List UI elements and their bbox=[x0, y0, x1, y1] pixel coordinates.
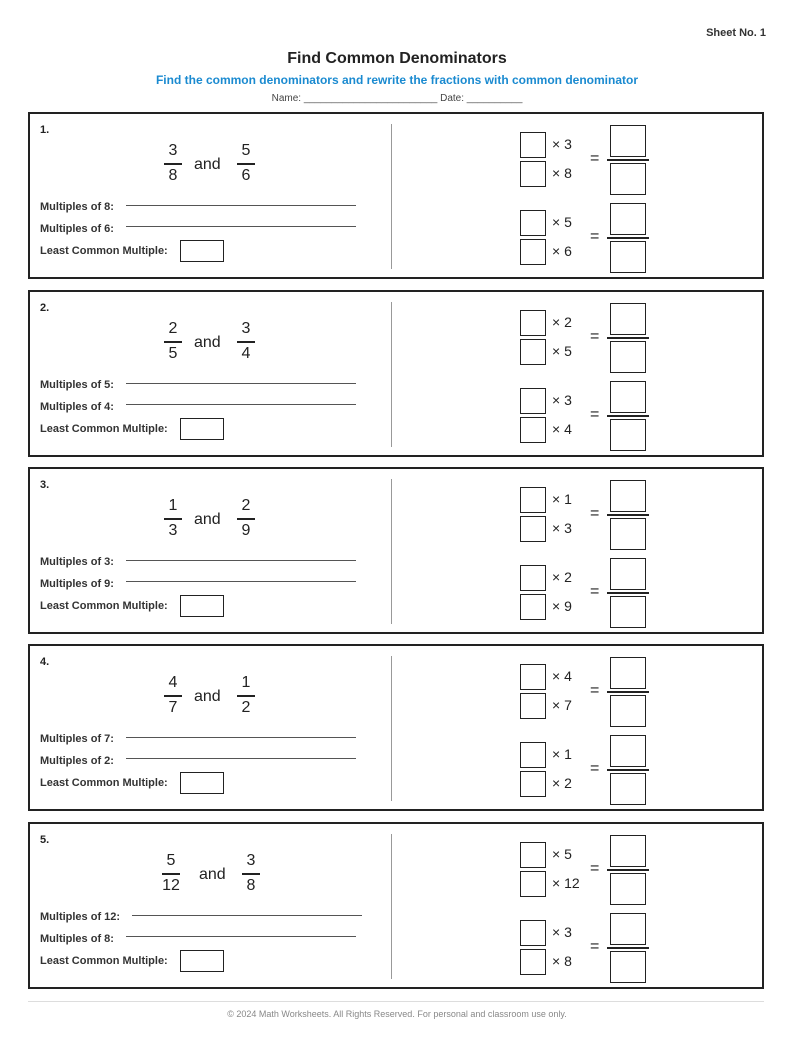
fraction-numerator: 5 bbox=[241, 142, 251, 159]
denominator-box[interactable] bbox=[520, 417, 546, 443]
and-word: and bbox=[199, 866, 226, 883]
result-denominator-box[interactable] bbox=[610, 773, 646, 805]
fraction-denominator: 5 bbox=[168, 344, 178, 362]
sheet-number: Sheet No. 1 bbox=[706, 27, 766, 39]
result-fraction-bar bbox=[607, 869, 649, 871]
name-date-line: Name: ________________________ Date: __________ bbox=[271, 93, 523, 104]
fraction-denominator: 8 bbox=[168, 166, 178, 184]
result-numerator-box[interactable] bbox=[610, 913, 646, 945]
multiplier-top: × 3 bbox=[552, 924, 572, 940]
multiples-label-1: Multiples of 5: bbox=[40, 379, 114, 391]
fraction-bar bbox=[237, 518, 255, 520]
multiples-answer-line-1[interactable] bbox=[126, 737, 356, 738]
multiples-label-2: Multiples of 2: bbox=[40, 755, 114, 767]
multiples-answer-line-2[interactable] bbox=[126, 226, 356, 227]
multiples-label-2: Multiples of 6: bbox=[40, 223, 114, 235]
equals-sign: = bbox=[590, 860, 600, 877]
fraction-denominator: 12 bbox=[162, 876, 180, 894]
denominator-box[interactable] bbox=[520, 693, 546, 719]
fraction-bar bbox=[237, 695, 255, 697]
and-word: and bbox=[194, 511, 221, 528]
equals-sign: = bbox=[590, 682, 600, 699]
fraction-numerator: 1 bbox=[168, 497, 178, 514]
lcm-label: Least Common Multiple: bbox=[40, 777, 168, 789]
result-numerator-box[interactable] bbox=[610, 125, 646, 157]
result-fraction-bar bbox=[607, 514, 649, 516]
problem-number: 2. bbox=[40, 302, 50, 314]
numerator-box[interactable] bbox=[520, 920, 546, 946]
fraction-bar bbox=[164, 518, 182, 520]
result-denominator-box[interactable] bbox=[610, 341, 646, 373]
denominator-box[interactable] bbox=[520, 516, 546, 542]
result-numerator-box[interactable] bbox=[610, 835, 646, 867]
multiples-answer-line-2[interactable] bbox=[126, 936, 356, 937]
problem-card bbox=[28, 112, 764, 279]
denominator-box[interactable] bbox=[520, 339, 546, 365]
and-word: and bbox=[194, 156, 221, 173]
lcm-label: Least Common Multiple: bbox=[40, 423, 168, 435]
problem-number: 3. bbox=[40, 479, 50, 491]
column-divider bbox=[391, 834, 392, 979]
fraction-bar bbox=[164, 695, 182, 697]
multiplier-top: × 1 bbox=[552, 491, 572, 507]
fraction bbox=[160, 674, 186, 717]
multiples-answer-line-2[interactable] bbox=[126, 404, 356, 405]
problem-number: 5. bbox=[40, 834, 50, 846]
fraction-denominator: 9 bbox=[241, 521, 251, 539]
multiplier-top: × 4 bbox=[552, 668, 572, 684]
multiplier-bottom: × 12 bbox=[552, 875, 580, 891]
denominator-box[interactable] bbox=[520, 239, 546, 265]
equals-sign: = bbox=[590, 328, 600, 345]
result-denominator-box[interactable] bbox=[610, 163, 646, 195]
result-numerator-box[interactable] bbox=[610, 480, 646, 512]
result-numerator-box[interactable] bbox=[610, 203, 646, 235]
fraction-denominator: 4 bbox=[241, 344, 251, 362]
equals-sign: = bbox=[590, 760, 600, 777]
fraction bbox=[160, 142, 186, 185]
fraction bbox=[233, 142, 259, 185]
fraction-numerator: 4 bbox=[168, 674, 178, 691]
multiplier-bottom: × 8 bbox=[552, 165, 572, 181]
problem-card bbox=[28, 644, 764, 811]
fraction bbox=[238, 852, 264, 895]
result-numerator-box[interactable] bbox=[610, 558, 646, 590]
equals-sign: = bbox=[590, 938, 600, 955]
multiplier-bottom: × 9 bbox=[552, 598, 572, 614]
page-title: Find Common Denominators bbox=[287, 50, 507, 67]
result-numerator-box[interactable] bbox=[610, 303, 646, 335]
multiplier-top: × 2 bbox=[552, 569, 572, 585]
multiples-label-2: Multiples of 4: bbox=[40, 401, 114, 413]
column-divider bbox=[391, 124, 392, 269]
multiples-label-2: Multiples of 8: bbox=[40, 933, 114, 945]
fraction-bar bbox=[237, 341, 255, 343]
fraction-numerator: 5 bbox=[166, 852, 176, 869]
and-word: and bbox=[194, 688, 221, 705]
column-divider bbox=[391, 656, 392, 801]
lcm-answer-box[interactable] bbox=[180, 950, 224, 972]
numerator-box[interactable] bbox=[520, 842, 546, 868]
and-word: and bbox=[194, 334, 221, 351]
fraction-numerator: 2 bbox=[168, 320, 178, 337]
multiples-answer-line-2[interactable] bbox=[126, 758, 356, 759]
lcm-label: Least Common Multiple: bbox=[40, 955, 168, 967]
multiplier-bottom: × 7 bbox=[552, 697, 572, 713]
multiples-answer-line-1[interactable] bbox=[126, 560, 356, 561]
lcm-answer-box[interactable] bbox=[180, 772, 224, 794]
fraction-numerator: 1 bbox=[241, 674, 251, 691]
multiples-label-1: Multiples of 12: bbox=[40, 911, 121, 923]
result-numerator-box[interactable] bbox=[610, 381, 646, 413]
footer-copyright: © 2024 Math Worksheets. All Rights Reserved. For personal and classroom use only. bbox=[227, 1009, 567, 1019]
multiples-label-2: Multiples of 9: bbox=[40, 578, 114, 590]
fraction-denominator: 7 bbox=[168, 698, 178, 716]
instructions: Find the common denominators and rewrite the fractions with common denominator bbox=[155, 73, 639, 87]
lcm-answer-box[interactable] bbox=[180, 418, 224, 440]
fraction-bar bbox=[162, 873, 180, 875]
problem-card bbox=[28, 822, 764, 989]
multiples-label-1: Multiples of 3: bbox=[40, 556, 114, 568]
fraction bbox=[160, 497, 186, 540]
result-fraction-bar bbox=[607, 237, 649, 239]
numerator-box[interactable] bbox=[520, 664, 546, 690]
numerator-box[interactable] bbox=[520, 132, 546, 158]
denominator-box[interactable] bbox=[520, 161, 546, 187]
fraction-bar bbox=[242, 873, 260, 875]
lcm-label: Least Common Multiple: bbox=[40, 245, 168, 257]
problem-card bbox=[28, 467, 764, 634]
column-divider bbox=[391, 302, 392, 447]
result-numerator-box[interactable] bbox=[610, 657, 646, 689]
result-denominator-box[interactable] bbox=[610, 419, 646, 451]
equals-sign: = bbox=[590, 406, 600, 423]
multiplier-top: × 5 bbox=[552, 846, 572, 862]
denominator-box[interactable] bbox=[520, 594, 546, 620]
multiplier-top: × 2 bbox=[552, 314, 572, 330]
fraction bbox=[233, 320, 259, 363]
lcm-answer-box[interactable] bbox=[180, 595, 224, 617]
result-fraction-bar bbox=[607, 592, 649, 594]
multiplier-bottom: × 2 bbox=[552, 775, 572, 791]
multiples-answer-line-1[interactable] bbox=[126, 383, 356, 384]
result-denominator-box[interactable] bbox=[610, 241, 646, 273]
fraction-bar bbox=[237, 163, 255, 165]
denominator-box[interactable] bbox=[520, 771, 546, 797]
multiples-label-1: Multiples of 7: bbox=[40, 733, 114, 745]
column-divider bbox=[391, 479, 392, 624]
equals-sign: = bbox=[590, 505, 600, 522]
result-fraction-bar bbox=[607, 769, 649, 771]
fraction-denominator: 2 bbox=[241, 698, 251, 716]
multiples-answer-line-2[interactable] bbox=[126, 581, 356, 582]
result-denominator-box[interactable] bbox=[610, 596, 646, 628]
fraction-denominator: 3 bbox=[168, 521, 178, 539]
numerator-box[interactable] bbox=[520, 565, 546, 591]
multiples-answer-line-1[interactable] bbox=[126, 205, 356, 206]
fraction bbox=[233, 674, 259, 717]
equals-sign: = bbox=[590, 150, 600, 167]
numerator-box[interactable] bbox=[520, 742, 546, 768]
result-fraction-bar bbox=[607, 159, 649, 161]
equals-sign: = bbox=[590, 228, 600, 245]
fraction-denominator: 8 bbox=[246, 876, 256, 894]
result-denominator-box[interactable] bbox=[610, 695, 646, 727]
result-fraction-bar bbox=[607, 947, 649, 949]
numerator-box[interactable] bbox=[520, 487, 546, 513]
denominator-box[interactable] bbox=[520, 949, 546, 975]
multiples-label-1: Multiples of 8: bbox=[40, 201, 114, 213]
multiplier-top: × 1 bbox=[552, 746, 572, 762]
fraction bbox=[233, 497, 259, 540]
result-denominator-box[interactable] bbox=[610, 873, 646, 905]
fraction-denominator: 6 bbox=[241, 166, 251, 184]
multiplier-top: × 3 bbox=[552, 136, 572, 152]
multiplier-top: × 3 bbox=[552, 392, 572, 408]
fraction-numerator: 3 bbox=[241, 320, 251, 337]
fraction bbox=[160, 320, 186, 363]
result-denominator-box[interactable] bbox=[610, 518, 646, 550]
multiples-answer-line-1[interactable] bbox=[132, 915, 362, 916]
multiplier-bottom: × 5 bbox=[552, 343, 572, 359]
lcm-label: Least Common Multiple: bbox=[40, 600, 168, 612]
fraction-numerator: 2 bbox=[241, 497, 251, 514]
fraction-bar bbox=[164, 163, 182, 165]
fraction-numerator: 3 bbox=[246, 852, 256, 869]
denominator-box[interactable] bbox=[520, 871, 546, 897]
problem-number: 4. bbox=[40, 656, 50, 668]
numerator-box[interactable] bbox=[520, 388, 546, 414]
problem-card bbox=[28, 290, 764, 457]
multiplier-bottom: × 6 bbox=[552, 243, 572, 259]
equals-sign: = bbox=[590, 583, 600, 600]
multiplier-bottom: × 4 bbox=[552, 421, 572, 437]
result-fraction-bar bbox=[607, 691, 649, 693]
fraction bbox=[158, 852, 184, 895]
problem-number: 1. bbox=[40, 124, 50, 136]
numerator-box[interactable] bbox=[520, 210, 546, 236]
fraction-bar bbox=[164, 341, 182, 343]
lcm-answer-box[interactable] bbox=[180, 240, 224, 262]
result-denominator-box[interactable] bbox=[610, 951, 646, 983]
result-fraction-bar bbox=[607, 415, 649, 417]
result-numerator-box[interactable] bbox=[610, 735, 646, 767]
multiplier-bottom: × 8 bbox=[552, 953, 572, 969]
numerator-box[interactable] bbox=[520, 310, 546, 336]
result-fraction-bar bbox=[607, 337, 649, 339]
multiplier-top: × 5 bbox=[552, 214, 572, 230]
fraction-numerator: 3 bbox=[168, 142, 178, 159]
footer-divider bbox=[28, 1001, 764, 1002]
multiplier-bottom: × 3 bbox=[552, 520, 572, 536]
